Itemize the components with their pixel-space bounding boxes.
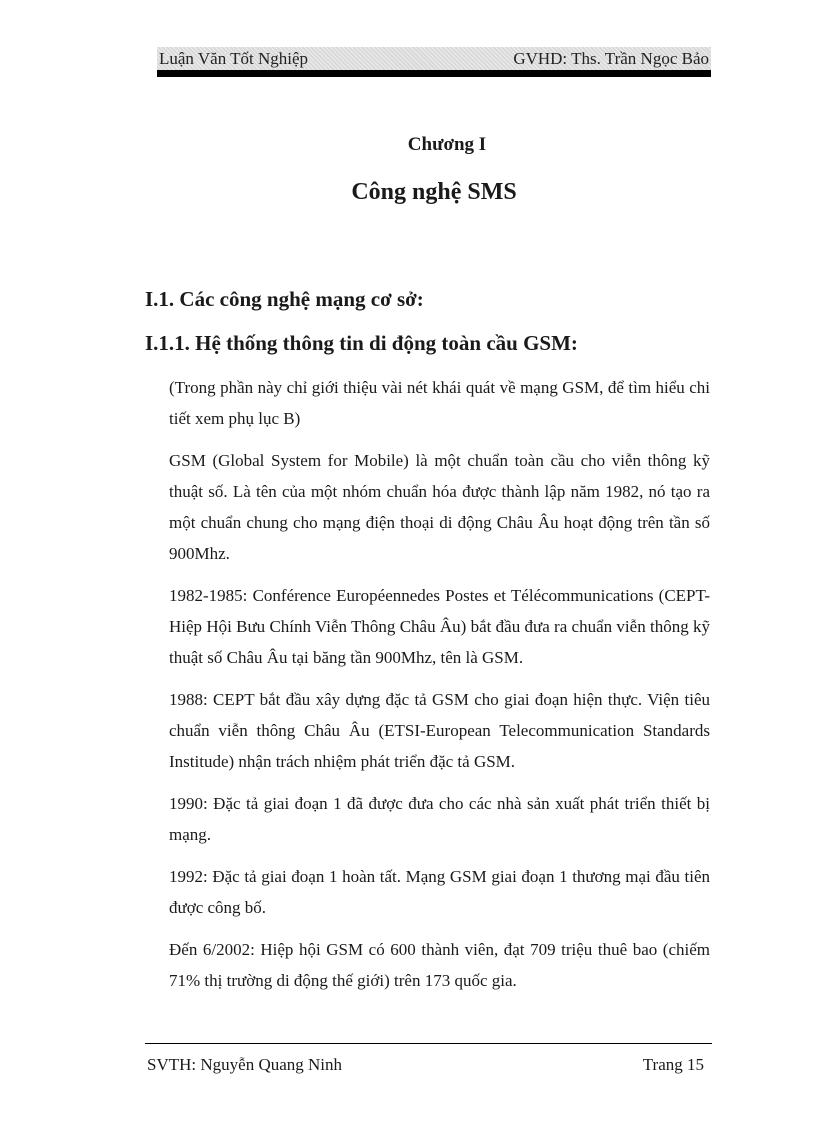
paragraph-1992: 1992: Đặc tả giai đoạn 1 hoàn tất. Mạng GSM giai đoạn 1 thương mại đầu tiên được công bố. <box>169 867 710 917</box>
section-heading: I.1. Các công nghệ mạng cơ sở: <box>145 287 424 311</box>
paragraph-intro: (Trong phần này chỉ giới thiệu vài nét khái quát về mạng GSM, để tìm hiểu chi tiết xem phụ lục B) <box>169 378 710 428</box>
body-text <box>169 372 710 1007</box>
paragraph-1990: 1990: Đặc tả giai đoạn 1 đã được đưa cho các nhà sản xuất phát triển thiết bị mạng. <box>169 794 710 844</box>
footer-rule <box>145 1043 712 1044</box>
paragraph-1988: 1988: CEPT bắt đầu xây dựng đặc tả GSM cho giai đoạn hiện thực. Viện tiêu chuẩn viễn thông Châu Âu (ETSI-European Telecommunication Standards Institude) nhận trách nhiệm phát triển đặc tả GSM. <box>169 690 710 771</box>
page-header <box>157 47 711 70</box>
subsection-heading: I.1.1. Hệ thống thông tin di động toàn cầu GSM: <box>145 331 578 355</box>
footer-student: SVTH: Nguyễn Quang Ninh <box>147 1055 343 1074</box>
header-rule <box>157 70 711 77</box>
header-advisor: GVHD: Ths. Trần Ngọc Bảo <box>513 48 709 68</box>
chapter-label: Chương I <box>407 134 487 155</box>
paragraph-2002: Đến 6/2002: Hiệp hội GSM có 600 thành viên, đạt 709 triệu thuê bao (chiếm 71% thị trường di động thế giới) trên 173 quốc gia. <box>169 940 710 990</box>
paragraph-1982-1985: 1982-1985: Conférence Européennedes Postes et Télécommunications (CEPT-Hiệp Hội Bưu Chính Viễn Thông Châu Âu) bắt đầu đưa ra chuẩn viễn thông kỹ thuật số Châu Âu tại băng tần 900Mhz, tên là GSM. <box>169 586 710 667</box>
paragraph-gsm-definition: GSM (Global System for Mobile) là một chuẩn toàn cầu cho viễn thông kỹ thuật số. Là tên của một nhóm chuẩn hóa được thành lập năm 1982, nó tạo ra một chuẩn chung cho mạng điện thoại di động Châu Âu hoạt động trên tần số 900Mhz. <box>169 451 710 563</box>
footer-page-number: Trang 15 <box>642 1055 704 1074</box>
header-thesis-title: Luận Văn Tốt Nghiệp <box>159 48 309 68</box>
chapter-title: Công nghệ SMS <box>351 179 517 205</box>
